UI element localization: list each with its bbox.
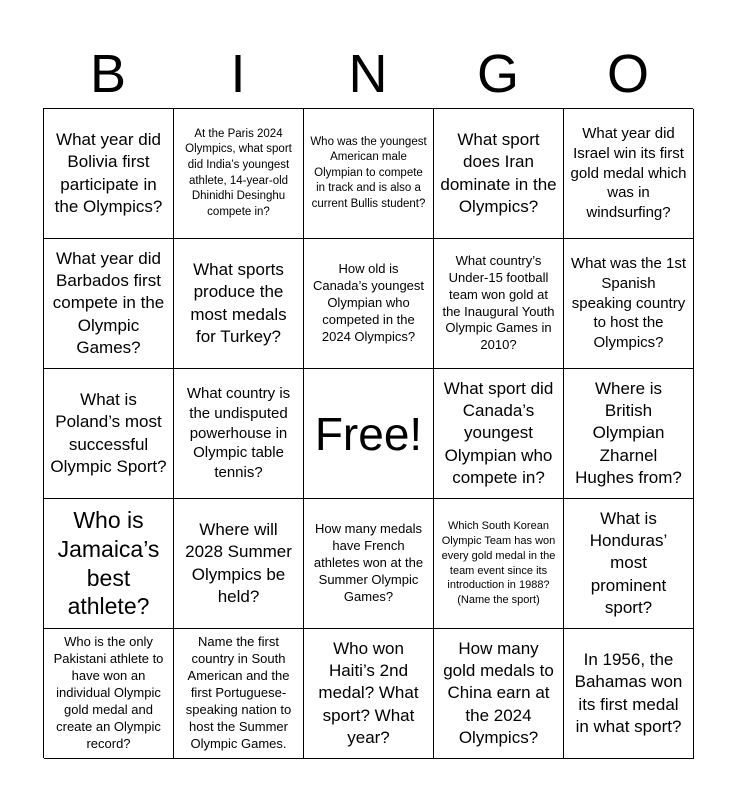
cell-text: What sport did Canada’s youngest Olympian who compete in? [443, 379, 554, 487]
bingo-cell-free[interactable] [304, 369, 434, 499]
bingo-cell-n5[interactable] [304, 629, 434, 759]
bingo-cell-i5[interactable] [174, 629, 304, 759]
bingo-cell-o3[interactable] [564, 369, 694, 499]
bingo-cell-g1[interactable] [434, 109, 564, 239]
bingo-cell-i1[interactable] [174, 109, 304, 239]
cell-text: What year did Israel win its first gold medal which was in windsurfing? [570, 125, 687, 222]
bingo-cell-i4[interactable] [174, 499, 304, 629]
cell-text: How many gold medals to China earn at the 2024 Olympics? [443, 639, 554, 747]
bingo-cell-o2[interactable] [564, 239, 694, 369]
bingo-cell-o4[interactable] [564, 499, 694, 629]
free-space-label: Free! [314, 407, 423, 460]
cell-text: Name the first country in South American and the first Portuguese-speaking nation to host the Summer Olympic Games. [185, 634, 292, 751]
header-letter-b: B [89, 44, 127, 104]
bingo-cell-o1[interactable] [564, 109, 694, 239]
bingo-cell-b4[interactable] [44, 499, 174, 629]
bingo-cell-g4[interactable] [434, 499, 564, 629]
header-letter-g: G [476, 44, 519, 104]
bingo-cell-o5[interactable] [564, 629, 694, 759]
header-letter-o: O [606, 44, 649, 104]
cell-text: Who is Jamaica’s best athlete? [57, 507, 160, 620]
cell-text: Who is the only Pakistani athlete to have won an individual Olympic gold medal and create an Olympic record? [53, 634, 164, 751]
bingo-cell-g5[interactable] [434, 629, 564, 759]
bingo-cell-n1[interactable] [304, 109, 434, 239]
cell-text: What year did Bolivia first participate in the Olympics? [54, 130, 163, 216]
cell-text: Who was the youngest American male Olympian to compete in track and is also a current Bullis student? [310, 135, 427, 210]
bingo-cell-i3[interactable] [174, 369, 304, 499]
bingo-cell-b1[interactable] [44, 109, 174, 239]
header-letter-i: I [230, 44, 246, 104]
cell-text: What country is the undisputed powerhouse in Olympic table tennis? [186, 385, 291, 482]
bingo-cell-g2[interactable] [434, 239, 564, 369]
cell-text: What was the 1st Spanish speaking country to host the Olympics? [570, 255, 687, 352]
bingo-cell-n2[interactable] [304, 239, 434, 369]
cell-text: What year did Barbados first compete in the Olympic Games? [52, 249, 165, 357]
bingo-cell-b2[interactable] [44, 239, 174, 369]
cell-text: What country’s Under-15 football team won gold at the Inaugural Youth Olympic Games in 2010? [442, 252, 555, 353]
cell-text: Where is British Olympian Zharnel Hughes from? [575, 379, 682, 487]
bingo-cell-i2[interactable] [174, 239, 304, 369]
bingo-cell-n4[interactable] [304, 499, 434, 629]
cell-text: What sports produce the most medals for Turkey? [190, 260, 287, 346]
cell-text: In 1956, the Bahamas won its first medal in what sport? [574, 650, 683, 736]
cell-text: At the Paris 2024 Olympics, what sport did India’s youngest athlete, 14-year-old Dhinidhi Desinghu compete in? [185, 127, 292, 218]
cell-text: What is Honduras’ most prominent sport? [589, 509, 668, 617]
cell-text: How old is Canada’s youngest Olympian who competed in the 2024 Olympics? [312, 261, 425, 344]
cell-text: How many medals have French athletes won at the Summer Olympic Games? [313, 521, 424, 604]
cell-text: What is Poland’s most successful Olympic Sport? [50, 390, 167, 476]
cell-text: Where will 2028 Summer Olympics be held? [185, 520, 292, 606]
bingo-header [43, 40, 693, 108]
header-letter-n: N [348, 44, 388, 104]
cell-text: Who won Haiti’s 2nd medal? What sport? What year? [318, 639, 419, 747]
bingo-card [43, 108, 693, 758]
bingo-cell-b5[interactable] [44, 629, 174, 759]
cell-text: What sport does Iran dominate in the Olympics? [440, 130, 557, 216]
bingo-cell-g3[interactable] [434, 369, 564, 499]
cell-text: Which South Korean Olympic Team has won every gold medal in the team event since its introduction in 1988? (Name the sport) [441, 519, 556, 607]
bingo-cell-b3[interactable] [44, 369, 174, 499]
